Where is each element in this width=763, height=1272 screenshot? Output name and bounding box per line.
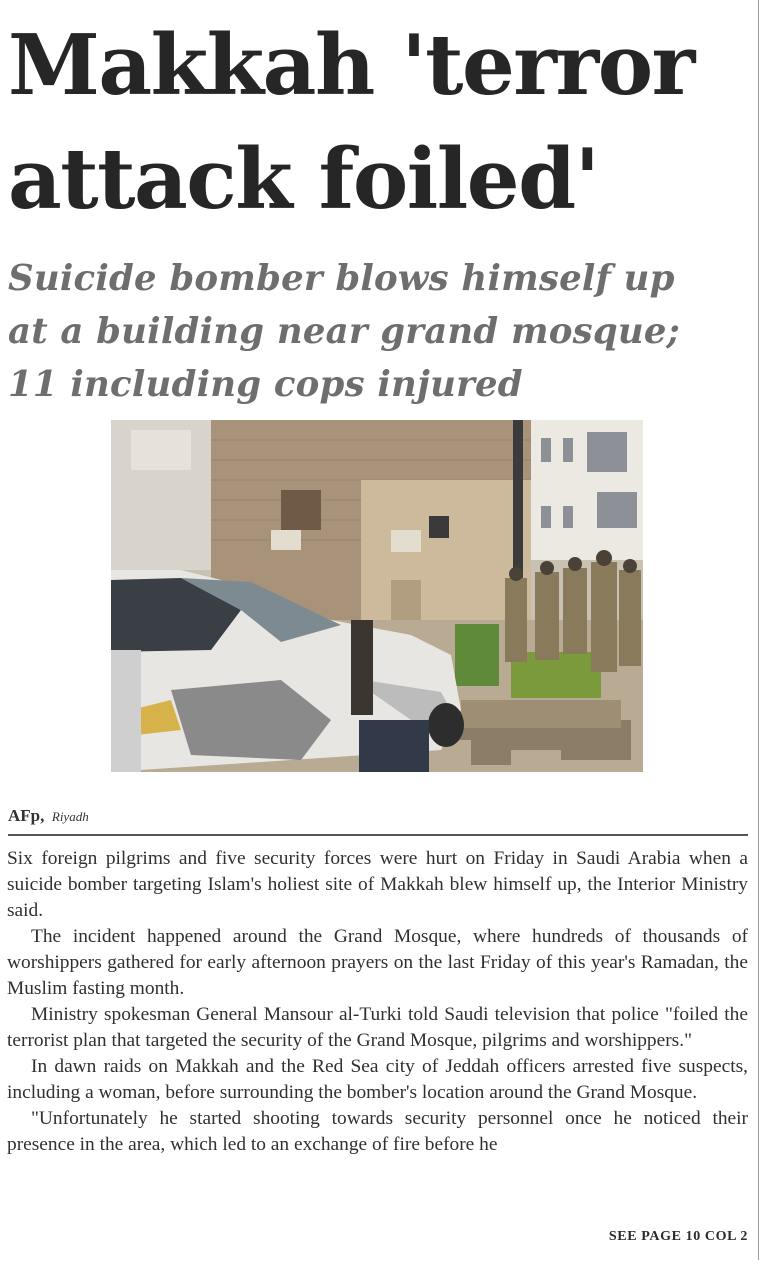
paragraph: "Unfortunately he started shooting towards security personnel once he noticed their presence in the area, which led to an exchange of fire before he xyxy=(7,1108,748,1155)
paragraph: Ministry spokesman General Mansour al-Turki told Saudi television that police "foiled the terrorist plan that targeted the security of the Grand Mosque, pilgrims and worshippers." xyxy=(7,1004,748,1051)
byline-location: Riyadh xyxy=(51,809,89,824)
byline-rule xyxy=(8,834,748,836)
byline-agency: AFp, xyxy=(8,806,45,825)
news-photo xyxy=(111,420,643,772)
subhead-line-1: Suicide bomber blows himself up xyxy=(8,258,675,299)
paragraph: In dawn raids on Makkah and the Red Sea city of Jeddah officers arrested five suspects, including a woman, before surrounding the bomber's location around the Grand Mosque. xyxy=(7,1056,748,1103)
subhead-line-3: 11 including cops injured xyxy=(8,364,523,405)
paragraph: Six foreign pilgrims and five security forces were hurt on Friday in Saudi Arabia when a suicide bomber targeting Islam's holiest site of Makkah blew himself up, the Interior Ministry said. xyxy=(7,848,748,921)
article-body xyxy=(7,846,748,1158)
continuation-reference: SEE PAGE 10 COL 2 xyxy=(608,1229,748,1244)
headline-line-1: Makkah 'terror xyxy=(8,16,694,114)
byline xyxy=(8,806,89,826)
headline-line-2: attack foiled' xyxy=(8,130,599,228)
column-divider xyxy=(758,0,759,1260)
headline xyxy=(8,8,753,236)
subhead-line-2: at a building near grand mosque; xyxy=(8,311,680,352)
paragraph: The incident happened around the Grand Mosque, where hundreds of thousands of worshippers gathered for early afternoon prayers on the last Friday of this year's Ramadan, the Muslim fasting month. xyxy=(7,926,748,999)
subheadline xyxy=(8,252,753,411)
